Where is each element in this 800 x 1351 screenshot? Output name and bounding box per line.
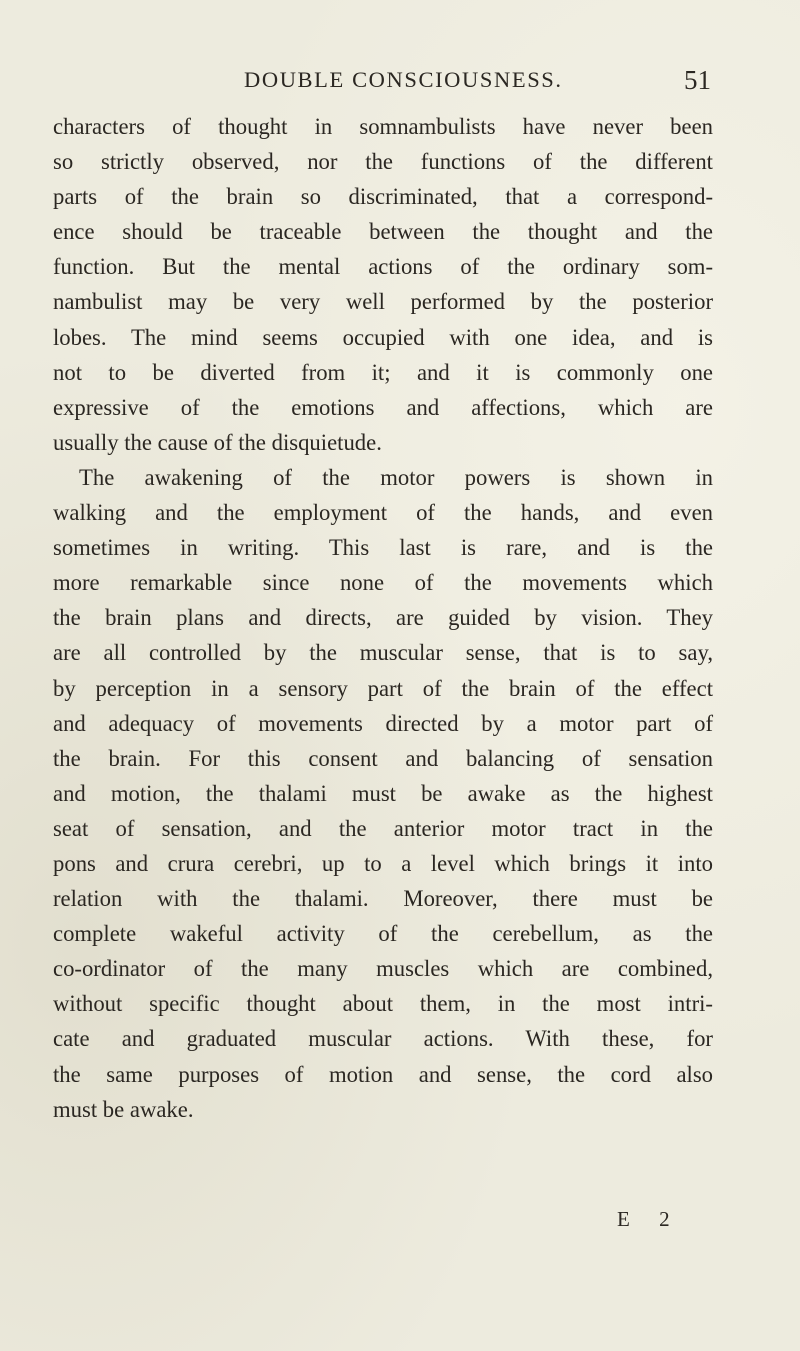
text-line: ence should be traceable between the thought and the bbox=[53, 219, 713, 245]
text-line: not to be diverted from it; and it is commonly one bbox=[53, 359, 713, 385]
text-line: relation with the thalami. Moreover, there must be bbox=[53, 886, 713, 912]
signature-mark: E 2 bbox=[617, 1207, 682, 1231]
text-line: nambulist may be very well performed by the posterior bbox=[53, 289, 713, 315]
text-line: by perception in a sensory part of the brain of the effect bbox=[53, 675, 713, 701]
text-line: the same purposes of motion and sense, the cord also bbox=[53, 1061, 713, 1087]
text-line: lobes. The mind seems occupied with one idea, and is bbox=[53, 324, 713, 350]
page-number: 51 bbox=[684, 65, 711, 95]
text-line: pons and crura cerebri, up to a level which brings it into bbox=[53, 850, 713, 876]
paragraph-end-line: must be awake. bbox=[53, 1096, 194, 1122]
text-line: sometimes in writing. This last is rare, and is the bbox=[53, 535, 713, 561]
text-line: so strictly observed, nor the functions of the different bbox=[53, 149, 713, 175]
text-line: co-ordinator of the many muscles which are combined, bbox=[53, 956, 713, 982]
text-line: without specific thought about them, in the most intri- bbox=[53, 991, 713, 1017]
text-line: complete wakeful activity of the cerebellum, as the bbox=[53, 921, 713, 947]
text-line: parts of the brain so discriminated, that a correspond- bbox=[53, 184, 713, 210]
text-line: characters of thought in somnambulists have never been bbox=[53, 114, 713, 139]
text-line: the brain plans and directs, are guided by vision. They bbox=[53, 605, 713, 631]
text-line: walking and the employment of the hands, and even bbox=[53, 500, 713, 526]
text-line: cate and graduated muscular actions. With these, for bbox=[53, 1026, 713, 1052]
text-line: and adequacy of movements directed by a motor part of bbox=[53, 710, 713, 736]
body-text bbox=[53, 109, 713, 1127]
text-line: more remarkable since none of the movements which bbox=[53, 570, 713, 596]
running-title: DOUBLE CONSCIOUSNESS. bbox=[244, 67, 563, 92]
running-head bbox=[0, 62, 800, 98]
text-line: expressive of the emotions and affections, which are bbox=[53, 394, 713, 420]
paragraph-first-line: The awakening of the motor powers is shown in bbox=[79, 464, 713, 490]
paragraph-end-line: usually the cause of the disquietude. bbox=[53, 429, 382, 455]
text-line: are all controlled by the muscular sense, that is to say, bbox=[53, 640, 713, 666]
text-line: function. But the mental actions of the ordinary som- bbox=[53, 254, 713, 280]
text-line: seat of sensation, and the anterior motor tract in the bbox=[53, 815, 713, 841]
text-line: and motion, the thalami must be awake as the highest bbox=[53, 780, 713, 806]
text-line: the brain. For this consent and balancing of sensation bbox=[53, 745, 713, 771]
